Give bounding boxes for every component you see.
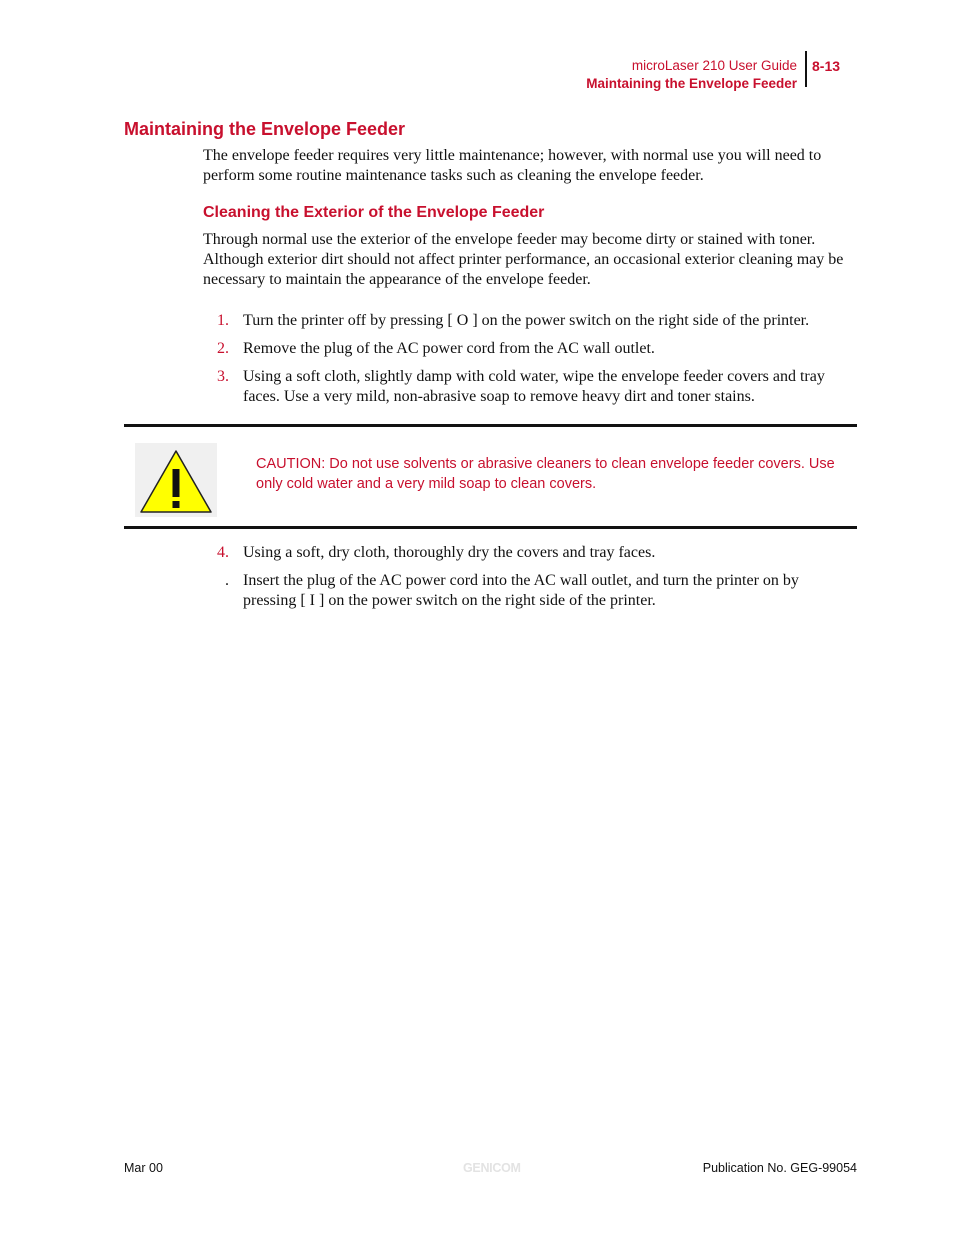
step-number: 2. bbox=[217, 340, 229, 357]
caution-bottom-rule bbox=[124, 526, 857, 529]
footer-date: Mar 00 bbox=[124, 1161, 163, 1175]
guide-title: microLaser 210 User Guide bbox=[631, 58, 797, 73]
step-text: Insert the plug of the AC power cord into the AC wall outlet, and turn the printer on by pressing [ I ] on the power switch on the right side of the printer. bbox=[243, 572, 799, 609]
step-text: Turn the printer off by pressing [ O ] on the power switch on the right side of the printer. bbox=[243, 312, 810, 329]
step-text: Using a soft, dry cloth, thoroughly dry the covers and tray faces. bbox=[243, 544, 656, 561]
section-subtitle: Cleaning the Exterior of the Envelope Feeder bbox=[203, 204, 545, 221]
step-text: Using a soft cloth, slightly damp with cold water, wipe the envelope feeder covers and tray faces. Use a very mild, non-abrasive soap to remove heavy dirt and toner stains. bbox=[243, 368, 825, 405]
step-number: . bbox=[225, 572, 229, 589]
body-paragraph: Through normal use the exterior of the envelope feeder may become dirty or stained with toner. Although exterior dirt should not affect printer performance, an occasional exterior cleaning may be necessary to maintain the appearance of the envelope feeder. bbox=[203, 231, 844, 288]
step-text: Remove the plug of the AC power cord from the AC wall outlet. bbox=[243, 340, 655, 357]
step-number: 1. bbox=[217, 312, 229, 329]
header-divider bbox=[805, 51, 807, 87]
running-header bbox=[586, 57, 797, 93]
caution-top-rule bbox=[124, 424, 857, 427]
page-number: 8-13 bbox=[812, 58, 841, 74]
step-number: 4. bbox=[217, 544, 229, 561]
list-item bbox=[203, 311, 863, 331]
intro-paragraph: The envelope feeder requires very little maintenance; however, with normal use you will need to perform some routine maintenance tasks such as cleaning the envelope feeder. bbox=[203, 147, 822, 184]
step-number: 3. bbox=[217, 368, 229, 385]
list-item bbox=[203, 367, 863, 406]
list-item bbox=[203, 571, 863, 610]
caution-text: CAUTION: Do not use solvents or abrasive cleaners to clean envelope feeder covers. Use only cold water and a very mild soap to clean covers. bbox=[256, 456, 835, 492]
list-item bbox=[203, 543, 863, 563]
header-section-title: Maintaining the Envelope Feeder bbox=[586, 76, 797, 91]
warning-icon bbox=[135, 443, 217, 517]
footer-publication: Publication No. GEG-99054 bbox=[702, 1161, 857, 1175]
page-title: Maintaining the Envelope Feeder bbox=[124, 119, 406, 139]
list-item bbox=[203, 339, 863, 359]
footer-brand-logo: GENICOM bbox=[463, 1161, 521, 1175]
